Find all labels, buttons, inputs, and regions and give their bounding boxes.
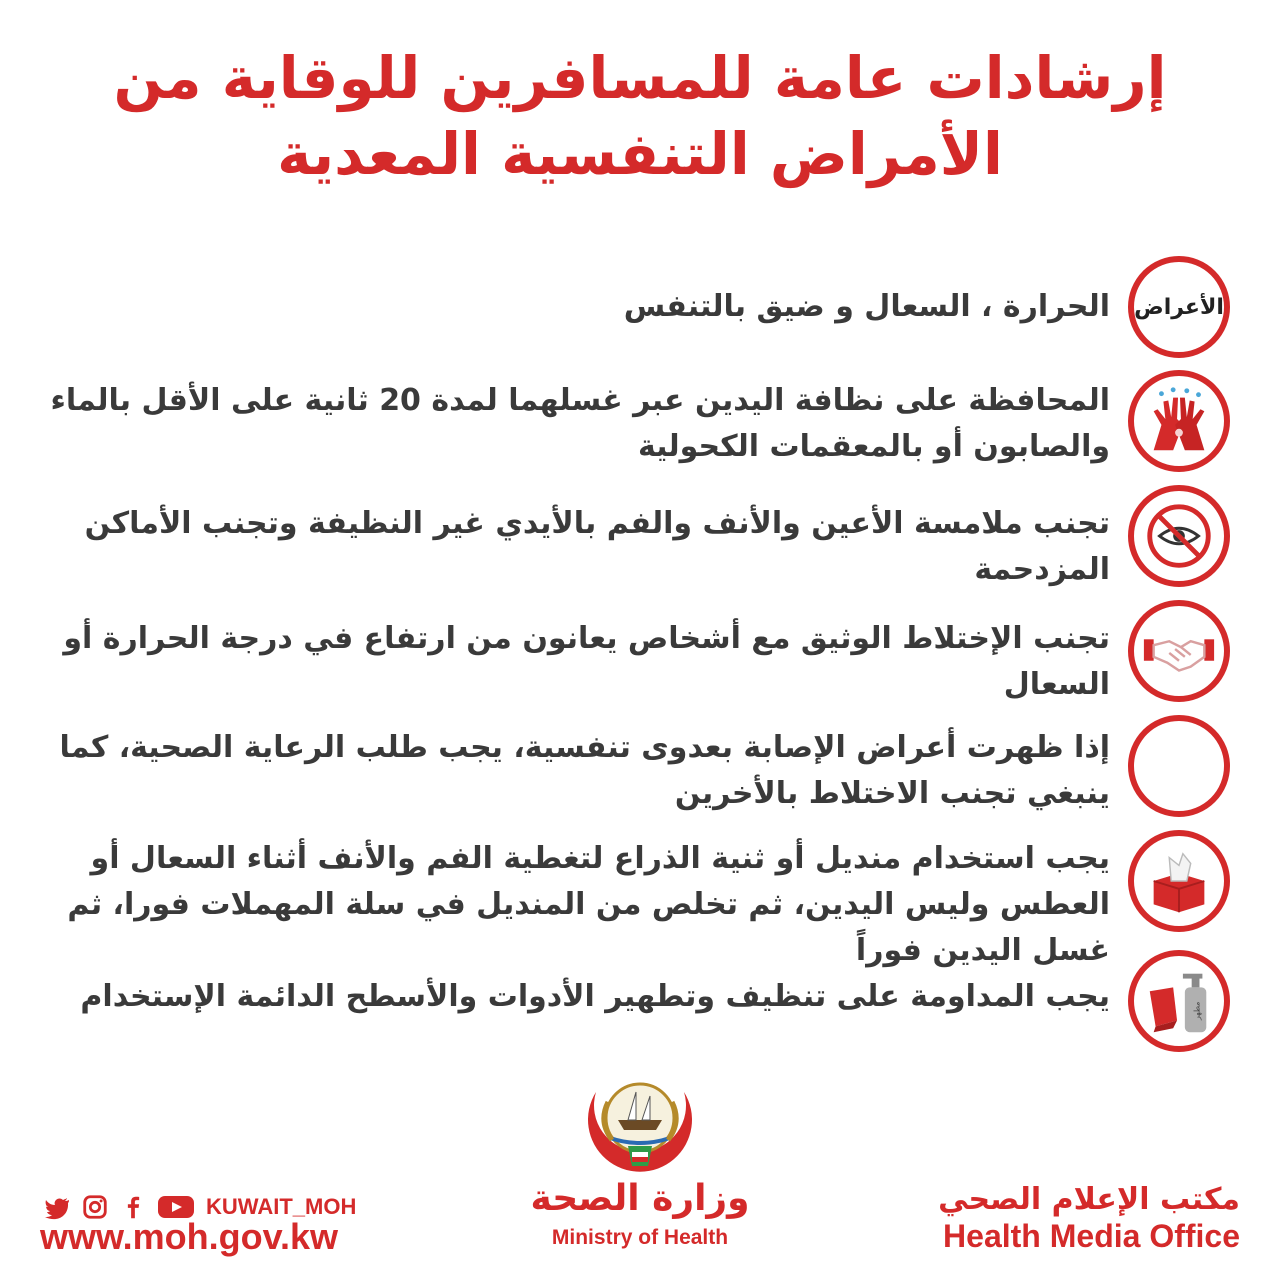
list-item: [30, 830, 1230, 968]
sanitizer-icon: [1128, 950, 1230, 1052]
social-handle[interactable]: KUWAIT_MOH: [206, 1194, 357, 1219]
crescent-icon: [1128, 715, 1230, 817]
kuwait-emblem-logo: [578, 1062, 702, 1186]
list-item-text: إذا ظهرت أعراض الإصابة بعدوى تنفسية، يجب طلب الرعاية الصحية، كما ينبغي تجنب الاختلاط بالأخرين: [59, 730, 1110, 811]
list-item: [30, 950, 1230, 1054]
office-name-english: Health Media Office: [943, 1218, 1240, 1254]
list-item: [30, 256, 1230, 360]
list-item: [30, 600, 1230, 704]
list-item: [30, 715, 1230, 819]
symptoms-badge: [1128, 256, 1230, 358]
title-line-1: إرشادات عامة للمسافرين للوقاية من: [113, 44, 1167, 112]
sanitizer-label: مطهر: [1192, 1001, 1202, 1020]
list-item: [30, 370, 1230, 474]
list-item-text: تجنب الإختلاط الوثيق مع أشخاص يعانون من ارتفاع في درجة الحرارة أو السعال: [63, 621, 1110, 702]
symptoms-label: الأعراض: [1134, 294, 1224, 320]
hand-washing-icon: [1128, 370, 1230, 472]
list-item: [30, 485, 1230, 589]
list-item-text: الحرارة ، السعال و ضيق بالتنفس: [623, 289, 1110, 324]
ministry-name-english: Ministry of Health: [551, 1226, 729, 1249]
ministry-name-arabic: وزارة الصحة: [530, 1178, 750, 1219]
tissue-box-icon: [1128, 830, 1230, 932]
list-item-text: المحافظة على نظافة اليدين عبر غسلهما لمدة 20 ثانية على الأقل بالماء والصابون أو بالمعقمات الكحولية: [50, 383, 1110, 464]
list-item-text: تجنب ملامسة الأعين والأنف والفم بالأيدي غير النظيفة وتجنب الأماكن المزدحمة: [84, 506, 1110, 587]
office-name-arabic: مكتب الإعلام الصحي: [938, 1182, 1240, 1217]
list-item-text: يجب استخدام منديل أو ثنية الذراع لتغطية الفم والأنف أثناء السعال أو العطس وليس اليدين، ثم تخلص من المنديل في سلة المهملات فورا، ثم غسل اليدين فوراً: [67, 841, 1110, 968]
website-link[interactable]: www.moh.gov.kw: [40, 1216, 339, 1257]
handshake-icon: [1128, 600, 1230, 702]
list-item-text: يجب المداومة على تنظيف وتطهير الأدوات والأسطح الدائمة الإستخدام: [80, 979, 1110, 1014]
title-line-2: الأمراض التنفسية المعدية: [277, 120, 1003, 188]
no-eye-touch-icon: [1128, 485, 1230, 587]
